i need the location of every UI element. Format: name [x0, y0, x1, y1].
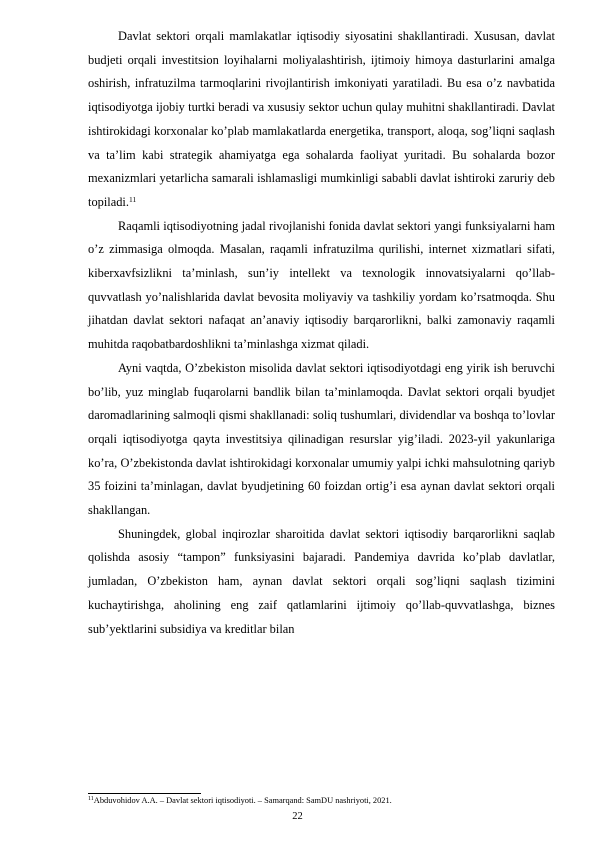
- footnote-reference[interactable]: 11: [128, 194, 137, 204]
- paragraph-3: Ayni vaqtda, O’zbekiston misolida davlat sektori iqtisodiyotdagi eng yirik ish beruvchi bo’lib, yuz minglab fuqarolarni bandlik bilan ta’minlamoqda. Davlat sektori orqali byudjet daromadlarining salmoqli qismi shakllanadi: soliq tushumlari, dividendlar va boshqa to’lovlar orqali iqtisodiyotga qayta investitsiya qilinadigan resurslar yig’iladi. 2023-yil yakunlariga ko’ra, O’zbekistonda davlat ishtirokidagi korxonalar umumiy yalpi ichki mahsulotning qariyb 35 foizini ta’minlagan, davlat byudjetining 60 foizdan ortig’i esa aynan davlat sektori orqali shakllangan.: [88, 360, 555, 518]
- paragraph-1-text: Davlat sektori orqali mamlakatlar iqtisodiy siyosatini shakllantiradi. Xususan, davlat budjeti orqali investitsion loyihalarni moliyalashtirish, ijtimoiy himoya dasturlarini amalga oshirish, infratuzilma tarmoqlarini rivojlantirish imkoniyati yaratiladi. Bu esa o’z navbatida iqtisodiyotga ijobiy turtki beradi va xususiy sektor uchun qulay muhitni shakllantiradi. Davlat ishtirokidagi korxonalar ko’plab mamlakatlarda energetika, transport, aloqa, sog’liqni saqlash va ta’lim kabi strategik ahamiyatga ega sohalarda faoliyat yuritadi. Bu sohalarda bozor mexanizmlari yetarlicha samarali ishlamasligi mumkinligi sababli davlat ishtiroki zaruriy deb topiladi.: [88, 29, 555, 209]
- paragraph-2: Raqamli iqtisodiyotning jadal rivojlanishi fonida davlat sektori yangi funksiyalarni ham o’z zimmasiga olmoqda. Masalan, raqamli infratuzilma qurilishi, internet xizmatlari sifati, kiberxavfsizlikni ta’minlash, sun’iy intellekt va texnologik innovatsiyalarni qo’llab-quvvatlash yo’nalishlarida davlat bevosita moliyaviy va tashkiliy yordam ko’rsatmoqda. Shu jihatdan davlat sektori nafaqat an’anaviy iqtisodiy barqarorlikni, balki zamonaviy raqamli muhitda raqobatbardoshlikni ta’minlashga xizmat qiladi.: [88, 218, 555, 352]
- footnote: [88, 795, 555, 807]
- footnote-number: 11: [88, 796, 94, 802]
- paragraph-1: [88, 25, 555, 215]
- page-number: 22: [292, 811, 303, 822]
- body-text: [88, 25, 555, 641]
- footnote-separator: [88, 793, 201, 794]
- paragraph-4: Shuningdek, global inqirozlar sharoitida davlat sektori iqtisodiy barqarorlikni saqlab qolishda asosiy “tampon” funksiyasini bajaradi. Pandemiya davrida ko’plab davlatlar, jumladan, O’zbekiston ham, aynan davlat sektori orqali sog’liqni saqlash tizimini kuchaytirishga, aholining eng zaif qatlamlarini ijtimoiy qo’llab-quvvatlashga, biznes sub’yektlarini subsidiya va kreditlar bilan: [88, 526, 555, 636]
- footnote-text: Abduvohidov A.A. – Davlat sektori iqtisodiyoti. – Samarqand: SamDU nashriyoti, 2021.: [93, 796, 392, 805]
